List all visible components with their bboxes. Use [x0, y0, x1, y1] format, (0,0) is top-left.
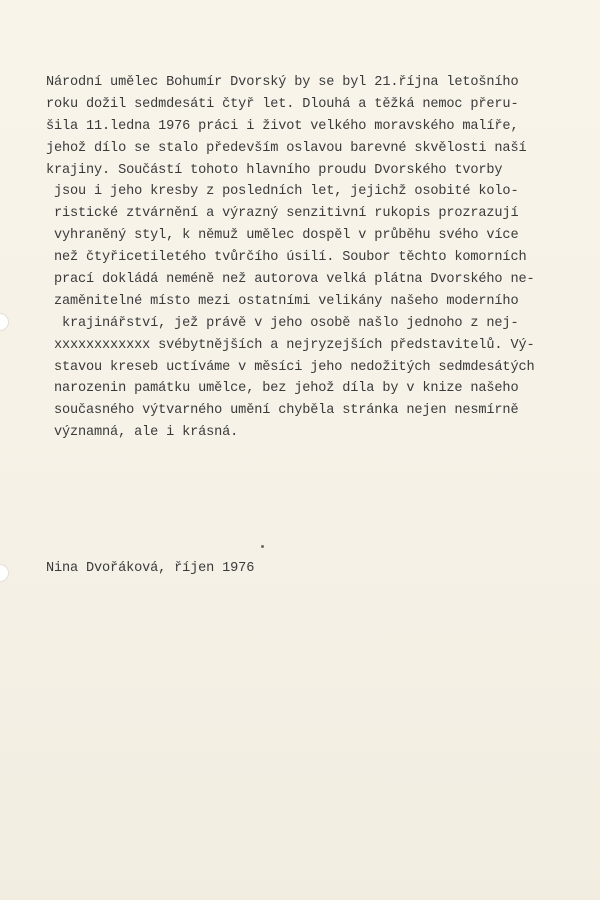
text-line: narozenin památku umělce, bez jehož díla by v knize našeho: [46, 381, 519, 397]
ink-speck: [261, 545, 264, 548]
text-line: Národní umělec Bohumír Dvorský by se byl 21.října letošního: [46, 75, 519, 90]
text-line: než čtyřicetiletého tvůrčího úsilí. Soubor těchto komorních: [46, 250, 527, 266]
author-signature-line: Nina Dvořáková, říjen 1976: [46, 561, 255, 576]
text-line: krajiny. Součástí tohoto hlavního proudu Dvorského tvorby: [46, 162, 503, 178]
text-line: prací dokládá neméně než autorova velká plátna Dvorského ne-: [46, 272, 535, 288]
punch-hole-bottom: [0, 564, 9, 582]
text-line: šila 11.ledna 1976 práci i život velkého moravského malíře,: [46, 118, 519, 134]
text-line: krajinářství, jež právě v jeho osobě našlo jednoho z nej-: [46, 315, 519, 331]
text-line: jehož dílo se stalo především oslavou barevné skvělosti naší: [46, 140, 527, 156]
text-line: xxxxxxxxxxxx svébytnějších a nejryzejších představitelů. Vý-: [46, 337, 535, 353]
text-line: významná, ale i krásná.: [46, 425, 239, 441]
text-line: vyhraněný styl, k němuž umělec dospěl v průběhu svého více: [46, 228, 519, 244]
text-line: jsou i jeho kresby z posledních let, jejichž osobité kolo-: [46, 184, 519, 200]
text-line: roku dožil sedmdesáti čtyř let. Dlouhá a těžká nemoc přeru-: [46, 96, 519, 112]
text-line: současného výtvarného umění chyběla stránka nejen nesmírně: [46, 403, 519, 419]
punch-hole-top: [0, 313, 9, 331]
text-line: zaměnitelné místo mezi ostatními velikány našeho moderního: [46, 293, 519, 309]
main-paragraph: [46, 72, 576, 444]
text-line: stavou kreseb uctíváme v měsíci jeho nedožitých sedmdesátých: [46, 359, 535, 375]
text-line: ristické ztvárnění a výrazný senzitivní rukopis prozrazují: [46, 206, 519, 222]
